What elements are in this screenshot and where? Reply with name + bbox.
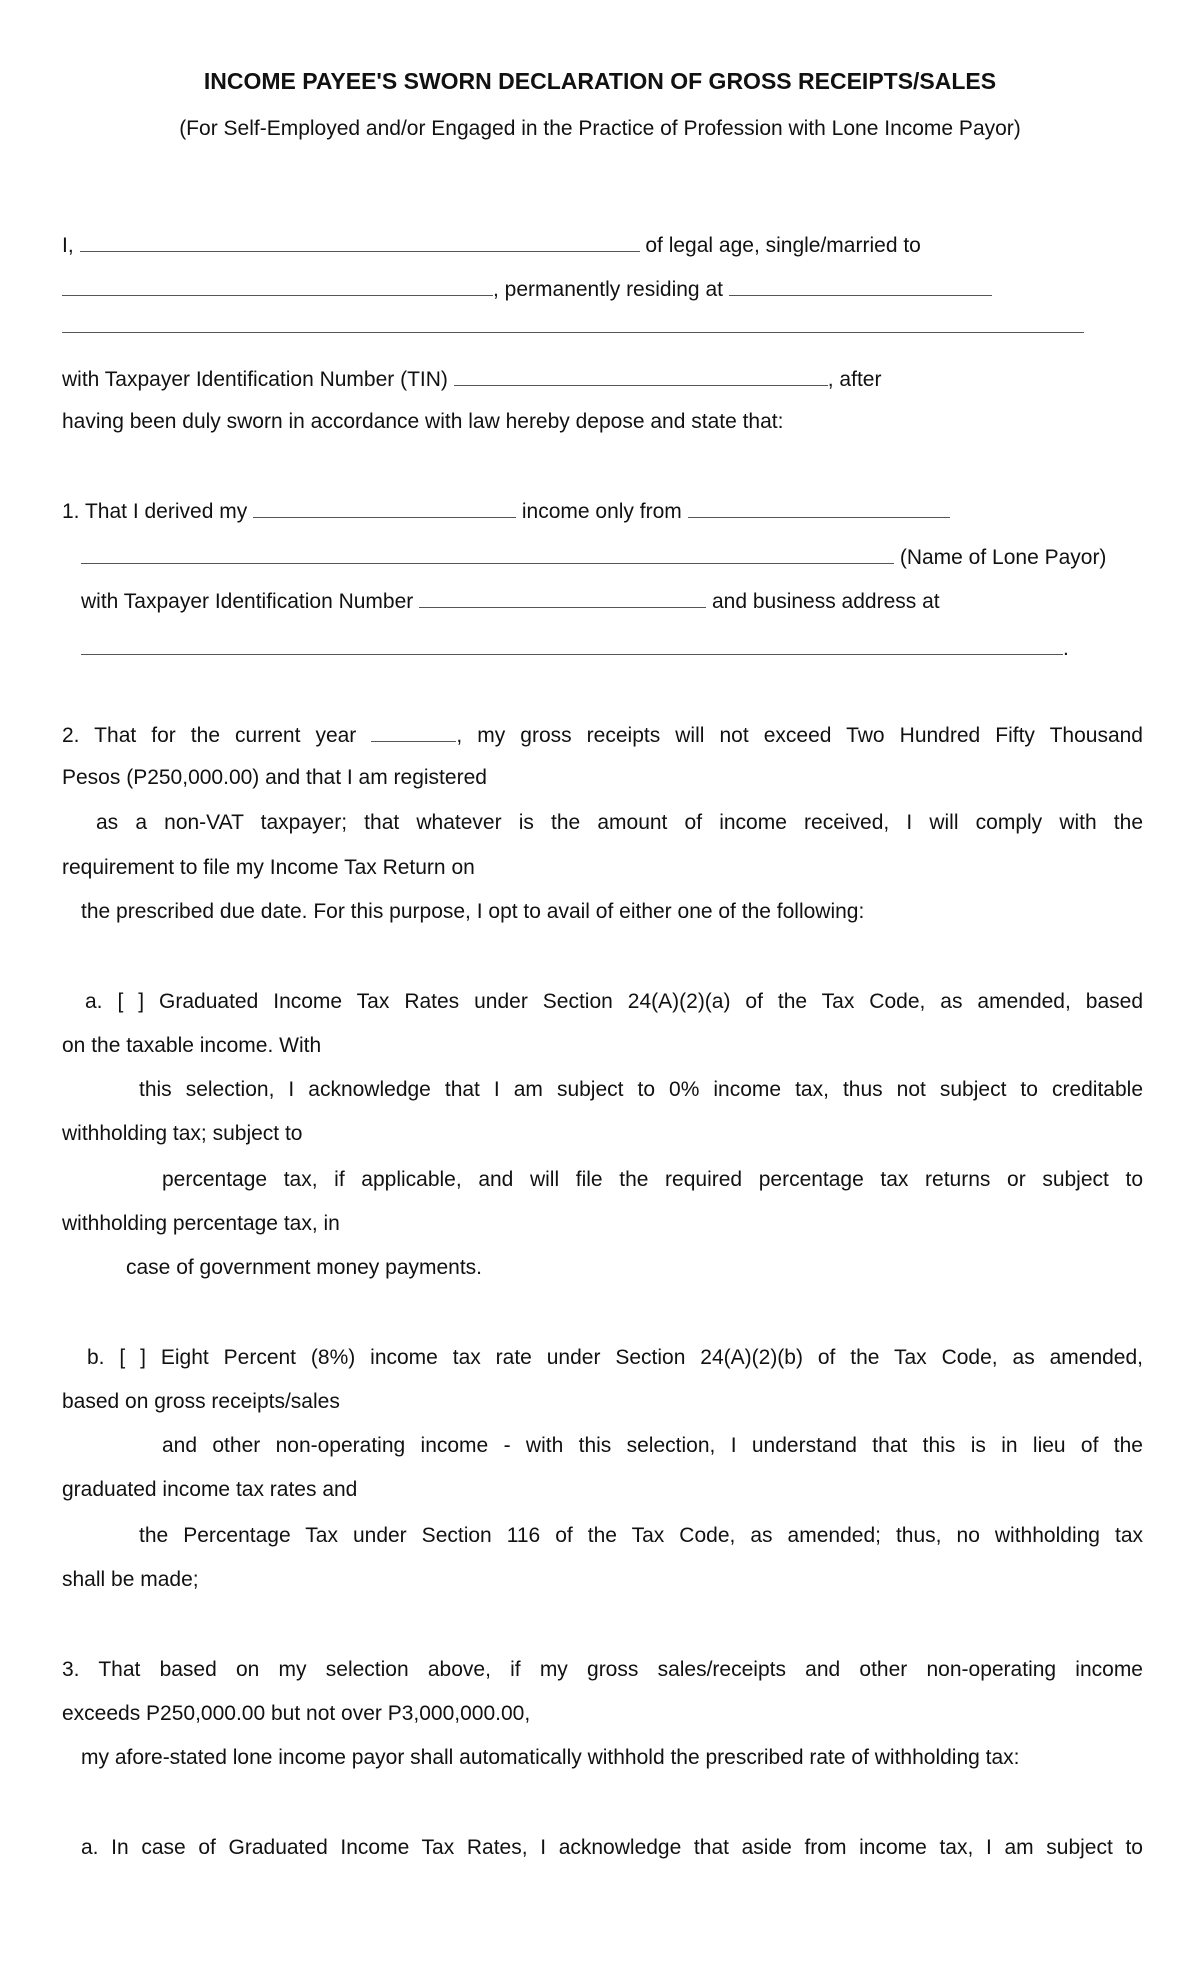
option-b-line: shall be made; [62, 1568, 199, 1591]
item1-line-1 [62, 497, 950, 525]
address-field[interactable] [729, 275, 992, 296]
text: income only from [516, 500, 688, 523]
intro-line-3 [62, 312, 1084, 340]
intro-line-1 [62, 231, 921, 259]
option-b-line: graduated income tax rates and [62, 1478, 358, 1501]
name-field[interactable] [80, 231, 640, 252]
intro-line-4 [62, 365, 881, 393]
option-b-line: b. [ ] Eight Percent (8%) income tax rate under Section 24(A)(2)(b) of the Tax Code, as amended, [87, 1346, 1143, 1369]
option-a-line: on the taxable income. With [62, 1034, 322, 1057]
option-b-line: the Percentage Tax under Section 116 of the Tax Code, as amended; thus, no withholding tax [139, 1524, 1143, 1547]
option-a-line: percentage tax, if applicable, and will file the required percentage tax returns or subject to [162, 1168, 1143, 1191]
text: 2. That for the current year [62, 724, 372, 747]
option-a-line: a. [ ] Graduated Income Tax Rates under Section 24(A)(2)(a) of the Tax Code, as amended, based [85, 990, 1143, 1013]
business-address-field[interactable] [81, 634, 1063, 655]
text: . [1063, 637, 1069, 660]
option-a-line: withholding percentage tax, in [62, 1212, 340, 1235]
intro-line-2 [62, 275, 992, 303]
text: and business address at [706, 590, 940, 613]
option-a-line: withholding tax; subject to [62, 1122, 303, 1145]
spouse-field[interactable] [62, 275, 493, 296]
intro-line-5: having been duly sworn in accordance with law hereby depose and state that: [62, 410, 784, 433]
text: , after [827, 368, 882, 391]
text: of legal age, single/married to [639, 234, 921, 257]
option-b-line: and other non-operating income - with this selection, I understand that this is in lieu of the [162, 1434, 1143, 1457]
lone-payor-name-field[interactable] [81, 543, 894, 564]
option-a-line: case of government money payments. [126, 1256, 483, 1279]
text: I, [62, 234, 80, 257]
text: with Taxpayer Identification Number [81, 590, 420, 613]
item2-line-2: Pesos (P250,000.00) and that I am registered [62, 766, 487, 789]
option-b-line: based on gross receipts/sales [62, 1390, 340, 1413]
text: with Taxpayer Identification Number (TIN) [62, 368, 454, 391]
item1-line-3 [81, 587, 940, 615]
payor-tin-field[interactable] [419, 587, 706, 608]
address-field-continued[interactable] [62, 312, 1084, 333]
item3-line-1: 3. That based on my selection above, if my gross sales/receipts and other non-operating income [62, 1658, 1143, 1681]
item1-line-2 [81, 543, 1106, 571]
item3-line-2: exceeds P250,000.00 but not over P3,000,000.00, [62, 1702, 531, 1725]
text: 1. That I derived my [62, 500, 254, 523]
item3-line-3: my afore-stated lone income payor shall automatically withhold the prescribed rate of withholding tax: [81, 1746, 1020, 1769]
option-a-line: this selection, I acknowledge that I am subject to 0% income tax, thus not subject to creditable [139, 1078, 1143, 1101]
item2-line-4: requirement to file my Income Tax Return on [62, 856, 475, 879]
payor-field[interactable] [688, 497, 950, 518]
text: (Name of Lone Payor) [894, 546, 1107, 569]
year-field[interactable] [371, 721, 456, 742]
text: , permanently residing at [493, 278, 729, 301]
item2-line-5: the prescribed due date. For this purpose, I opt to avail of either one of the following: [81, 900, 865, 923]
document-title: INCOME PAYEE'S SWORN DECLARATION OF GROSS RECEIPTS/SALES [203, 68, 997, 94]
item2-line-3: as a non-VAT taxpayer; that whatever is the amount of income received, I will comply with the [96, 811, 1143, 834]
item3-line-4: a. In case of Graduated Income Tax Rates, I acknowledge that aside from income tax, I am subject to [81, 1836, 1143, 1859]
tin-field[interactable] [454, 365, 828, 386]
text: , my gross receipts will not exceed Two Hundred Fifty Thousand [456, 724, 1143, 747]
document-subtitle: (For Self-Employed and/or Engaged in the Practice of Profession with Lone Income Payor) [179, 117, 1021, 140]
income-type-field[interactable] [253, 497, 516, 518]
item2-line-1 [62, 721, 1143, 749]
item1-line-4 [81, 634, 1069, 662]
